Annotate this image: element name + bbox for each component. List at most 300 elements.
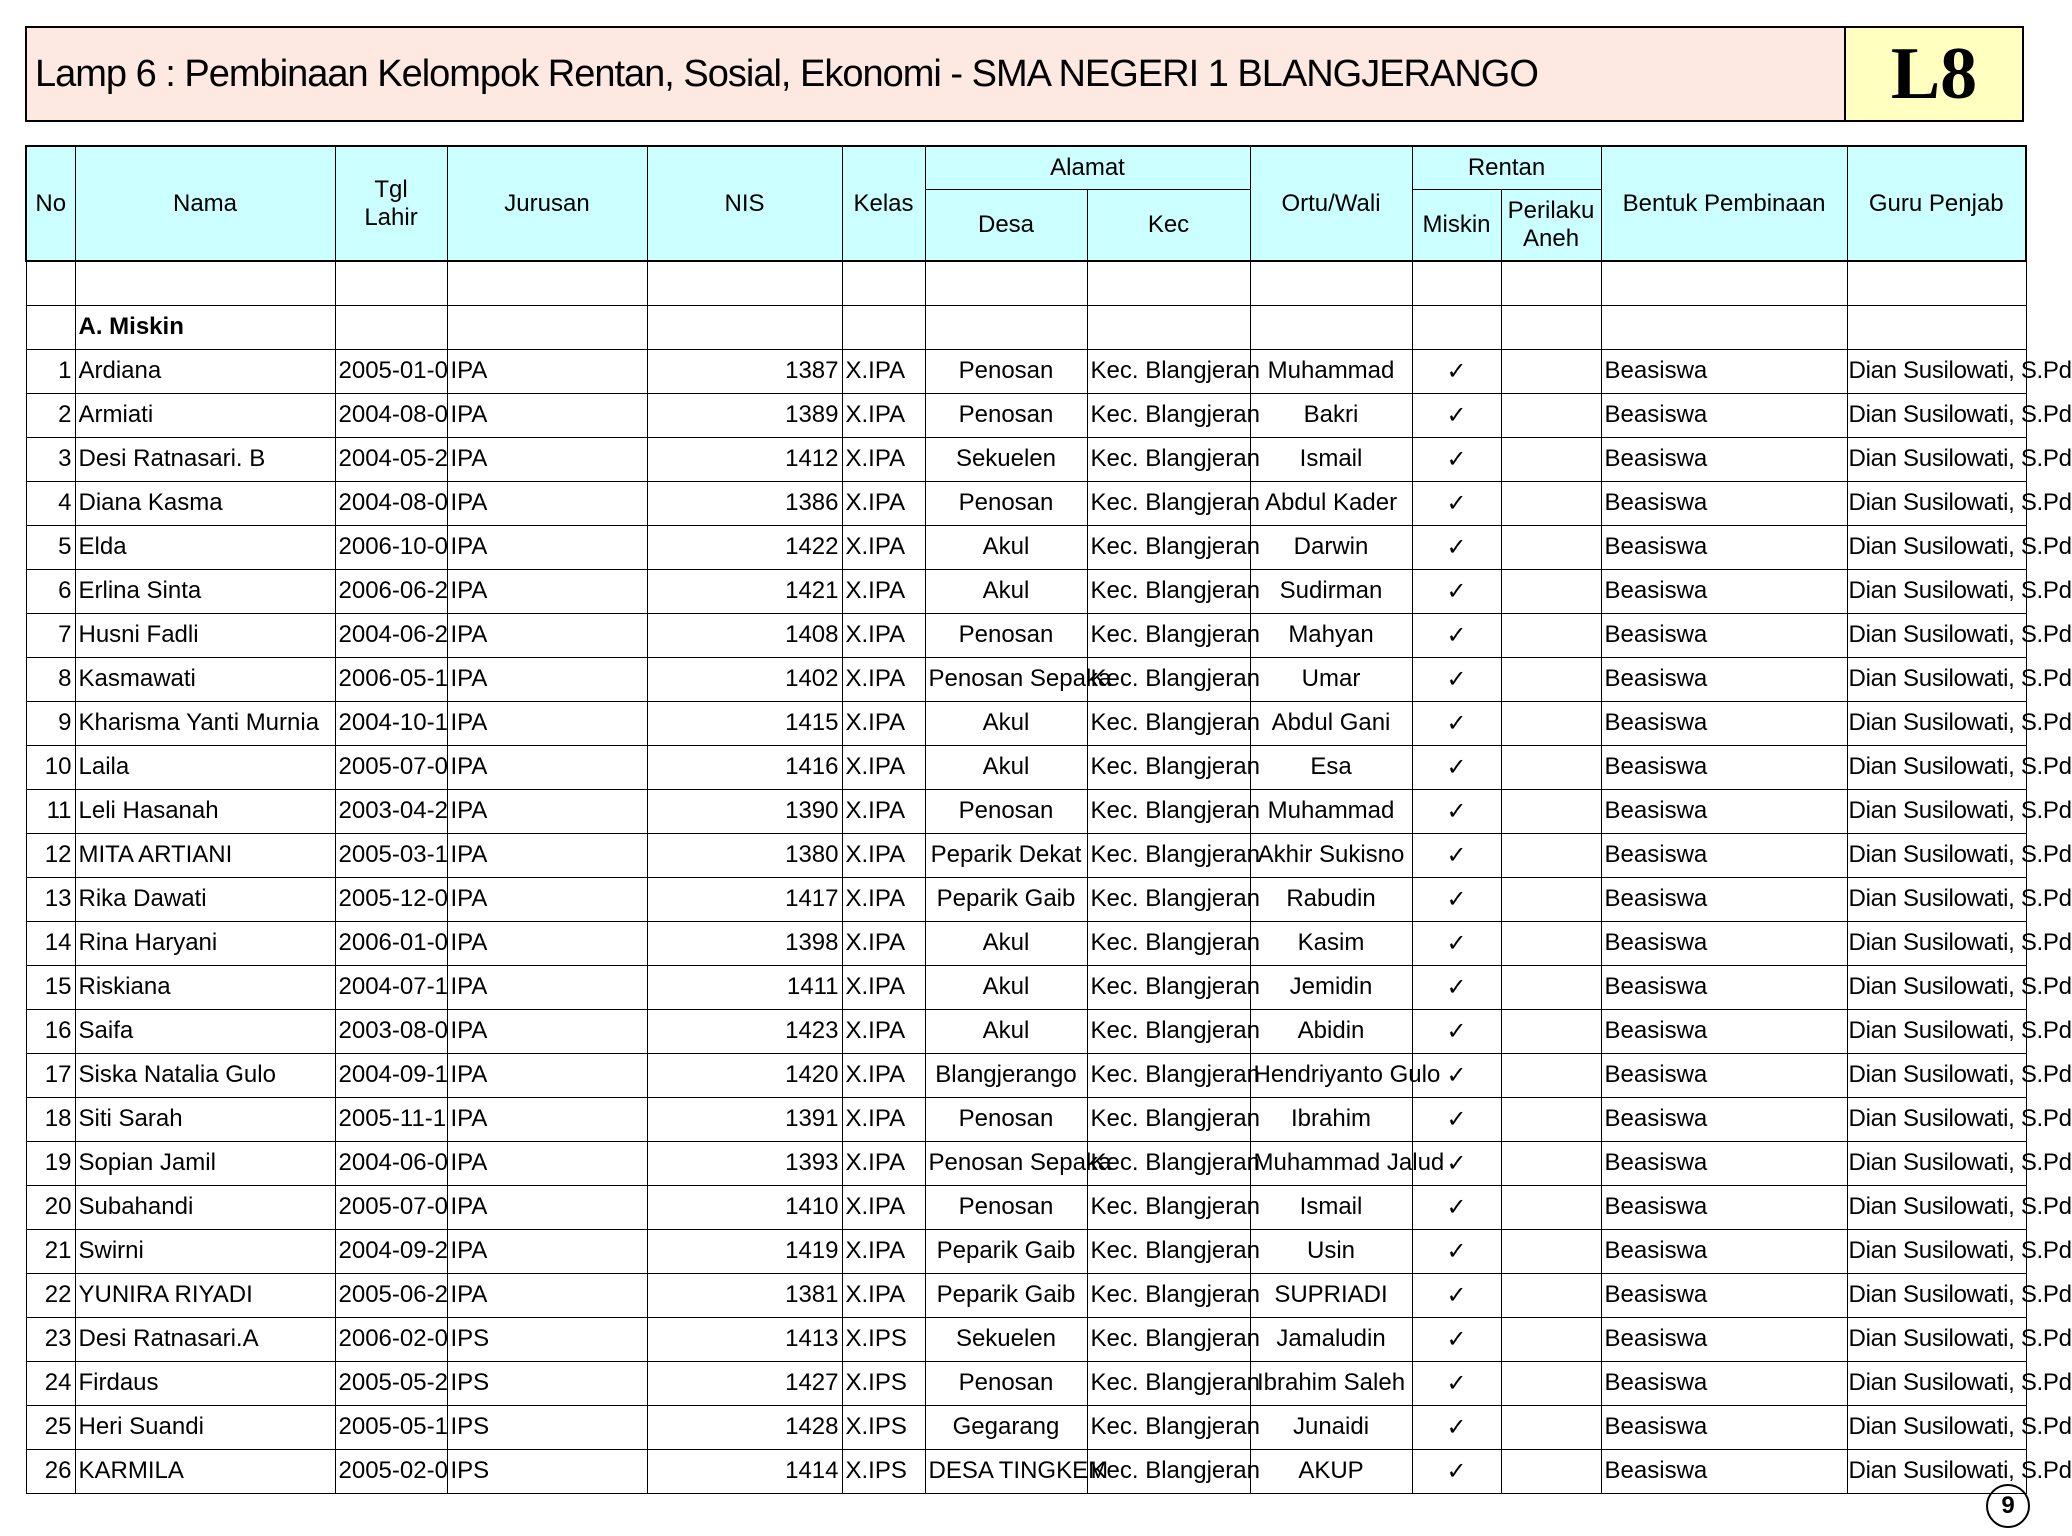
table-row bbox=[26, 965, 2026, 1009]
row-guru-penjab: Dian Susilowati, S.Pd bbox=[1847, 789, 2026, 833]
row-perilaku-aneh bbox=[1501, 1361, 1601, 1405]
row-guru-penjab: Dian Susilowati, S.Pd bbox=[1847, 921, 2026, 965]
row-guru-penjab: Dian Susilowati, S.Pd bbox=[1847, 569, 2026, 613]
table-body bbox=[26, 261, 2072, 1493]
row-nama: Desi Ratnasari. B bbox=[75, 437, 335, 481]
table-row bbox=[26, 789, 2026, 833]
row-ortu-wali: Abdul Kader bbox=[1250, 481, 1412, 525]
row-desa: Peparik Gaib bbox=[925, 1273, 1087, 1317]
row-no: 16 bbox=[26, 1009, 75, 1053]
row-miskin-check: ✓ bbox=[1412, 1053, 1501, 1097]
row-no: 25 bbox=[26, 1405, 75, 1449]
row-jurusan: IPA bbox=[447, 481, 647, 525]
row-tgl-lahir: 2005-05-2 bbox=[335, 1361, 447, 1405]
row-nis: 1411 bbox=[647, 965, 842, 1009]
row-kec: Kec. Blangjeran bbox=[1087, 833, 1250, 877]
row-tgl-lahir: 2004-06-2 bbox=[335, 613, 447, 657]
row-no: 23 bbox=[26, 1317, 75, 1361]
row-miskin-check: ✓ bbox=[1412, 1185, 1501, 1229]
row-miskin-check: ✓ bbox=[1412, 1449, 1501, 1493]
table-row bbox=[26, 1317, 2026, 1361]
row-guru-penjab: Dian Susilowati, S.Pd bbox=[1847, 437, 2026, 481]
row-desa: Akul bbox=[925, 701, 1087, 745]
table-row bbox=[26, 657, 2026, 701]
row-ortu-wali: Muhammad Jalud bbox=[1250, 1141, 1412, 1185]
row-nis: 1417 bbox=[647, 877, 842, 921]
row-kec: Kec. Blangjeran bbox=[1087, 1273, 1250, 1317]
row-perilaku-aneh bbox=[1501, 789, 1601, 833]
table-row bbox=[26, 833, 2026, 877]
row-ortu-wali: Esa bbox=[1250, 745, 1412, 789]
row-kelas: X.IPA bbox=[842, 1273, 925, 1317]
row-ortu-wali: Darwin bbox=[1250, 525, 1412, 569]
table-row bbox=[26, 525, 2026, 569]
row-tgl-lahir: 2003-08-0 bbox=[335, 1009, 447, 1053]
row-miskin-check: ✓ bbox=[1412, 965, 1501, 1009]
row-jurusan: IPA bbox=[447, 877, 647, 921]
row-tgl-lahir: 2006-10-0 bbox=[335, 525, 447, 569]
row-tgl-lahir: 2004-08-0 bbox=[335, 481, 447, 525]
row-kelas: X.IPA bbox=[842, 1229, 925, 1273]
row-kec: Kec. Blangjeran bbox=[1087, 1405, 1250, 1449]
row-jurusan: IPS bbox=[447, 1449, 647, 1493]
row-perilaku-aneh bbox=[1501, 1009, 1601, 1053]
row-ortu-wali: Muhammad bbox=[1250, 789, 1412, 833]
row-nis: 1419 bbox=[647, 1229, 842, 1273]
row-jurusan: IPA bbox=[447, 789, 647, 833]
row-guru-penjab: Dian Susilowati, S.Pd bbox=[1847, 349, 2026, 393]
row-nis: 1391 bbox=[647, 1097, 842, 1141]
row-perilaku-aneh bbox=[1501, 921, 1601, 965]
row-tgl-lahir: 2005-05-1 bbox=[335, 1405, 447, 1449]
row-kelas: X.IPA bbox=[842, 1009, 925, 1053]
row-bentuk-pembinaan: Beasiswa bbox=[1601, 481, 1847, 525]
row-jurusan: IPA bbox=[447, 1053, 647, 1097]
row-nama: Firdaus bbox=[75, 1361, 335, 1405]
row-jurusan: IPA bbox=[447, 701, 647, 745]
row-nama: Kharisma Yanti Murnia bbox=[75, 701, 335, 745]
row-kec: Kec. Blangjeran bbox=[1087, 1053, 1250, 1097]
row-nis: 1387 bbox=[647, 349, 842, 393]
row-jurusan: IPS bbox=[447, 1405, 647, 1449]
row-perilaku-aneh bbox=[1501, 437, 1601, 481]
row-tgl-lahir: 2006-01-0 bbox=[335, 921, 447, 965]
row-bentuk-pembinaan: Beasiswa bbox=[1601, 1361, 1847, 1405]
row-guru-penjab: Dian Susilowati, S.Pd bbox=[1847, 1185, 2026, 1229]
row-perilaku-aneh bbox=[1501, 1097, 1601, 1141]
row-desa: Gegarang bbox=[925, 1405, 1087, 1449]
section-row bbox=[26, 305, 2026, 349]
row-kec: Kec. Blangjeran bbox=[1087, 877, 1250, 921]
row-desa: Akul bbox=[925, 921, 1087, 965]
row-desa: Akul bbox=[925, 965, 1087, 1009]
row-miskin-check: ✓ bbox=[1412, 657, 1501, 701]
row-kelas: X.IPA bbox=[842, 569, 925, 613]
row-perilaku-aneh bbox=[1501, 481, 1601, 525]
row-nis: 1414 bbox=[647, 1449, 842, 1493]
row-desa: Penosan bbox=[925, 613, 1087, 657]
row-jurusan: IPA bbox=[447, 437, 647, 481]
row-kelas: X.IPA bbox=[842, 349, 925, 393]
row-desa: Penosan Sepaka bbox=[925, 1141, 1087, 1185]
row-jurusan: IPA bbox=[447, 1273, 647, 1317]
row-nis: 1412 bbox=[647, 437, 842, 481]
row-guru-penjab: Dian Susilowati, S.Pd bbox=[1847, 1273, 2026, 1317]
table-row bbox=[26, 613, 2026, 657]
row-perilaku-aneh bbox=[1501, 613, 1601, 657]
row-desa: Penosan bbox=[925, 349, 1087, 393]
title-band bbox=[25, 26, 2024, 122]
student-table bbox=[25, 145, 2072, 1494]
row-guru-penjab: Dian Susilowati, S.Pd bbox=[1847, 657, 2026, 701]
table-row bbox=[26, 393, 2026, 437]
row-tgl-lahir: 2004-10-1 bbox=[335, 701, 447, 745]
row-ortu-wali: Ismail bbox=[1250, 1185, 1412, 1229]
row-nama: Riskiana bbox=[75, 965, 335, 1009]
row-perilaku-aneh bbox=[1501, 1185, 1601, 1229]
row-kelas: X.IPS bbox=[842, 1317, 925, 1361]
table-row bbox=[26, 745, 2026, 789]
row-guru-penjab: Dian Susilowati, S.Pd bbox=[1847, 1361, 2026, 1405]
row-ortu-wali: Abdul Gani bbox=[1250, 701, 1412, 745]
row-nis: 1408 bbox=[647, 613, 842, 657]
row-perilaku-aneh bbox=[1501, 1273, 1601, 1317]
row-bentuk-pembinaan: Beasiswa bbox=[1601, 1141, 1847, 1185]
row-ortu-wali: SUPRIADI bbox=[1250, 1273, 1412, 1317]
row-miskin-check: ✓ bbox=[1412, 1405, 1501, 1449]
row-no: 6 bbox=[26, 569, 75, 613]
row-kelas: X.IPA bbox=[842, 701, 925, 745]
row-no: 8 bbox=[26, 657, 75, 701]
row-tgl-lahir: 2004-09-2 bbox=[335, 1229, 447, 1273]
row-tgl-lahir: 2006-06-2 bbox=[335, 569, 447, 613]
row-jurusan: IPA bbox=[447, 1009, 647, 1053]
row-guru-penjab: Dian Susilowati, S.Pd bbox=[1847, 745, 2026, 789]
row-perilaku-aneh bbox=[1501, 965, 1601, 1009]
table-row bbox=[26, 1405, 2026, 1449]
row-bentuk-pembinaan: Beasiswa bbox=[1601, 525, 1847, 569]
row-desa: Penosan bbox=[925, 1361, 1087, 1405]
row-nama: Subahandi bbox=[75, 1185, 335, 1229]
row-nama: Siska Natalia Gulo bbox=[75, 1053, 335, 1097]
row-miskin-check: ✓ bbox=[1412, 701, 1501, 745]
row-desa: Akul bbox=[925, 1009, 1087, 1053]
table-row bbox=[26, 437, 2026, 481]
row-perilaku-aneh bbox=[1501, 393, 1601, 437]
row-ortu-wali: Kasim bbox=[1250, 921, 1412, 965]
row-tgl-lahir: 2005-06-2 bbox=[335, 1273, 447, 1317]
row-bentuk-pembinaan: Beasiswa bbox=[1601, 657, 1847, 701]
row-guru-penjab: Dian Susilowati, S.Pd bbox=[1847, 833, 2026, 877]
row-perilaku-aneh bbox=[1501, 569, 1601, 613]
row-nis: 1423 bbox=[647, 1009, 842, 1053]
row-ortu-wali: AKUP bbox=[1250, 1449, 1412, 1493]
row-kec: Kec. Blangjeran bbox=[1087, 1097, 1250, 1141]
row-perilaku-aneh bbox=[1501, 1405, 1601, 1449]
row-no: 9 bbox=[26, 701, 75, 745]
row-bentuk-pembinaan: Beasiswa bbox=[1601, 965, 1847, 1009]
row-no: 26 bbox=[26, 1449, 75, 1493]
row-desa: Akul bbox=[925, 569, 1087, 613]
row-nis: 1398 bbox=[647, 921, 842, 965]
row-bentuk-pembinaan: Beasiswa bbox=[1601, 437, 1847, 481]
row-miskin-check: ✓ bbox=[1412, 1141, 1501, 1185]
row-ortu-wali: Ismail bbox=[1250, 437, 1412, 481]
row-guru-penjab: Dian Susilowati, S.Pd bbox=[1847, 525, 2026, 569]
row-bentuk-pembinaan: Beasiswa bbox=[1601, 921, 1847, 965]
row-kec: Kec. Blangjeran bbox=[1087, 1185, 1250, 1229]
row-miskin-check: ✓ bbox=[1412, 481, 1501, 525]
header-tgl-lahir: Tgl Lahir bbox=[335, 146, 447, 261]
row-kec: Kec. Blangjeran bbox=[1087, 921, 1250, 965]
row-no: 7 bbox=[26, 613, 75, 657]
row-kelas: X.IPA bbox=[842, 437, 925, 481]
row-perilaku-aneh bbox=[1501, 349, 1601, 393]
row-miskin-check: ✓ bbox=[1412, 877, 1501, 921]
row-no: 14 bbox=[26, 921, 75, 965]
table-row bbox=[26, 1141, 2026, 1185]
row-kec: Kec. Blangjeran bbox=[1087, 393, 1250, 437]
row-guru-penjab: Dian Susilowati, S.Pd bbox=[1847, 393, 2026, 437]
row-nama: Ardiana bbox=[75, 349, 335, 393]
row-jurusan: IPA bbox=[447, 393, 647, 437]
row-no: 20 bbox=[26, 1185, 75, 1229]
row-tgl-lahir: 2006-05-1 bbox=[335, 657, 447, 701]
header-no: No bbox=[26, 146, 75, 261]
row-no: 13 bbox=[26, 877, 75, 921]
row-kec: Kec. Blangjeran bbox=[1087, 1229, 1250, 1273]
row-desa: Peparik Gaib bbox=[925, 877, 1087, 921]
row-desa: Sekuelen bbox=[925, 1317, 1087, 1361]
row-guru-penjab: Dian Susilowati, S.Pd bbox=[1847, 1009, 2026, 1053]
row-kec: Kec. Blangjeran bbox=[1087, 657, 1250, 701]
row-nama: Saifa bbox=[75, 1009, 335, 1053]
row-bentuk-pembinaan: Beasiswa bbox=[1601, 1053, 1847, 1097]
row-tgl-lahir: 2005-07-0 bbox=[335, 745, 447, 789]
page-title: Lamp 6 : Pembinaan Kelompok Rentan, Sosial, Ekonomi - SMA NEGERI 1 BLANGJERANGO bbox=[27, 28, 1846, 120]
header-bentuk-pembinaan: Bentuk Pembinaan bbox=[1601, 146, 1847, 261]
header-ortu-wali: Ortu/Wali bbox=[1250, 146, 1412, 261]
row-no: 10 bbox=[26, 745, 75, 789]
header-desa: Desa bbox=[925, 190, 1087, 262]
row-no: 22 bbox=[26, 1273, 75, 1317]
row-guru-penjab: Dian Susilowati, S.Pd bbox=[1847, 481, 2026, 525]
row-miskin-check: ✓ bbox=[1412, 789, 1501, 833]
row-bentuk-pembinaan: Beasiswa bbox=[1601, 1097, 1847, 1141]
row-nis: 1421 bbox=[647, 569, 842, 613]
row-nis: 1386 bbox=[647, 481, 842, 525]
section-label: A. Miskin bbox=[75, 305, 335, 349]
row-kelas: X.IPA bbox=[842, 745, 925, 789]
row-kelas: X.IPA bbox=[842, 877, 925, 921]
row-bentuk-pembinaan: Beasiswa bbox=[1601, 701, 1847, 745]
row-no: 21 bbox=[26, 1229, 75, 1273]
row-bentuk-pembinaan: Beasiswa bbox=[1601, 1449, 1847, 1493]
row-guru-penjab: Dian Susilowati, S.Pd bbox=[1847, 1097, 2026, 1141]
row-kelas: X.IPA bbox=[842, 1141, 925, 1185]
row-kelas: X.IPA bbox=[842, 657, 925, 701]
row-nama: Rina Haryani bbox=[75, 921, 335, 965]
row-kec: Kec. Blangjeran bbox=[1087, 1361, 1250, 1405]
row-nis: 1402 bbox=[647, 657, 842, 701]
row-tgl-lahir: 2004-05-2 bbox=[335, 437, 447, 481]
row-ortu-wali: Usin bbox=[1250, 1229, 1412, 1273]
row-bentuk-pembinaan: Beasiswa bbox=[1601, 349, 1847, 393]
row-nama: KARMILA bbox=[75, 1449, 335, 1493]
row-no: 1 bbox=[26, 349, 75, 393]
row-bentuk-pembinaan: Beasiswa bbox=[1601, 745, 1847, 789]
row-bentuk-pembinaan: Beasiswa bbox=[1601, 1009, 1847, 1053]
row-nis: 1390 bbox=[647, 789, 842, 833]
row-jurusan: IPA bbox=[447, 657, 647, 701]
row-bentuk-pembinaan: Beasiswa bbox=[1601, 877, 1847, 921]
row-nama: Kasmawati bbox=[75, 657, 335, 701]
table-row bbox=[26, 1053, 2026, 1097]
row-jurusan: IPA bbox=[447, 569, 647, 613]
row-nama: Swirni bbox=[75, 1229, 335, 1273]
row-desa: Blangjerango bbox=[925, 1053, 1087, 1097]
row-jurusan: IPS bbox=[447, 1361, 647, 1405]
row-kec: Kec. Blangjeran bbox=[1087, 701, 1250, 745]
row-desa: Penosan bbox=[925, 789, 1087, 833]
row-no: 2 bbox=[26, 393, 75, 437]
row-desa: Sekuelen bbox=[925, 437, 1087, 481]
row-jurusan: IPA bbox=[447, 833, 647, 877]
row-nama: Siti Sarah bbox=[75, 1097, 335, 1141]
table-row bbox=[26, 1009, 2026, 1053]
table-row bbox=[26, 1273, 2026, 1317]
row-nama: Armiati bbox=[75, 393, 335, 437]
row-no: 17 bbox=[26, 1053, 75, 1097]
row-jurusan: IPA bbox=[447, 613, 647, 657]
row-kelas: X.IPS bbox=[842, 1405, 925, 1449]
row-no: 12 bbox=[26, 833, 75, 877]
row-ortu-wali: Junaidi bbox=[1250, 1405, 1412, 1449]
row-ortu-wali: Bakri bbox=[1250, 393, 1412, 437]
row-no: 15 bbox=[26, 965, 75, 1009]
row-kec: Kec. Blangjeran bbox=[1087, 965, 1250, 1009]
row-kelas: X.IPA bbox=[842, 833, 925, 877]
row-kelas: X.IPA bbox=[842, 1097, 925, 1141]
row-ortu-wali: Hendriyanto Gulo bbox=[1250, 1053, 1412, 1097]
row-nama: Diana Kasma bbox=[75, 481, 335, 525]
row-miskin-check: ✓ bbox=[1412, 1097, 1501, 1141]
row-bentuk-pembinaan: Beasiswa bbox=[1601, 789, 1847, 833]
row-bentuk-pembinaan: Beasiswa bbox=[1601, 1317, 1847, 1361]
row-nis: 1380 bbox=[647, 833, 842, 877]
row-perilaku-aneh bbox=[1501, 701, 1601, 745]
row-bentuk-pembinaan: Beasiswa bbox=[1601, 1405, 1847, 1449]
row-kelas: X.IPS bbox=[842, 1449, 925, 1493]
header-nis: NIS bbox=[647, 146, 842, 261]
row-nama: MITA ARTIANI bbox=[75, 833, 335, 877]
row-kelas: X.IPA bbox=[842, 525, 925, 569]
row-no: 4 bbox=[26, 481, 75, 525]
row-miskin-check: ✓ bbox=[1412, 393, 1501, 437]
table-row bbox=[26, 877, 2026, 921]
row-guru-penjab: Dian Susilowati, S.Pd bbox=[1847, 1141, 2026, 1185]
row-kec: Kec. Blangjeran bbox=[1087, 1317, 1250, 1361]
row-kec: Kec. Blangjeran bbox=[1087, 613, 1250, 657]
row-kec: Kec. Blangjeran bbox=[1087, 481, 1250, 525]
row-guru-penjab: Dian Susilowati, S.Pd bbox=[1847, 1317, 2026, 1361]
header-rentan: Rentan bbox=[1412, 146, 1601, 190]
row-ortu-wali: Umar bbox=[1250, 657, 1412, 701]
row-tgl-lahir: 2003-04-2 bbox=[335, 789, 447, 833]
row-guru-penjab: Dian Susilowati, S.Pd bbox=[1847, 1449, 2026, 1493]
row-kelas: X.IPS bbox=[842, 1361, 925, 1405]
row-miskin-check: ✓ bbox=[1412, 745, 1501, 789]
row-jurusan: IPA bbox=[447, 525, 647, 569]
row-no: 11 bbox=[26, 789, 75, 833]
table-row bbox=[26, 1229, 2026, 1273]
row-perilaku-aneh bbox=[1501, 1317, 1601, 1361]
row-nis: 1427 bbox=[647, 1361, 842, 1405]
row-guru-penjab: Dian Susilowati, S.Pd bbox=[1847, 613, 2026, 657]
row-nama: Heri Suandi bbox=[75, 1405, 335, 1449]
row-kec: Kec. Blangjeran bbox=[1087, 745, 1250, 789]
row-nama: YUNIRA RIYADI bbox=[75, 1273, 335, 1317]
row-miskin-check: ✓ bbox=[1412, 921, 1501, 965]
row-tgl-lahir: 2005-01-0 bbox=[335, 349, 447, 393]
row-ortu-wali: Jemidin bbox=[1250, 965, 1412, 1009]
row-nama: Husni Fadli bbox=[75, 613, 335, 657]
row-tgl-lahir: 2004-07-1 bbox=[335, 965, 447, 1009]
table-row bbox=[26, 1097, 2026, 1141]
row-jurusan: IPA bbox=[447, 745, 647, 789]
row-ortu-wali: Ibrahim bbox=[1250, 1097, 1412, 1141]
row-kec: Kec. Blangjeran bbox=[1087, 789, 1250, 833]
table-row bbox=[26, 1449, 2026, 1493]
row-jurusan: IPA bbox=[447, 349, 647, 393]
table-row bbox=[26, 701, 2026, 745]
row-kec: Kec. Blangjeran bbox=[1087, 1141, 1250, 1185]
row-tgl-lahir: 2004-09-1 bbox=[335, 1053, 447, 1097]
row-nis: 1415 bbox=[647, 701, 842, 745]
row-nama: Sopian Jamil bbox=[75, 1141, 335, 1185]
row-guru-penjab: Dian Susilowati, S.Pd bbox=[1847, 701, 2026, 745]
row-nama: Laila bbox=[75, 745, 335, 789]
row-guru-penjab: Dian Susilowati, S.Pd bbox=[1847, 1229, 2026, 1273]
row-kec: Kec. Blangjeran bbox=[1087, 1009, 1250, 1053]
row-kelas: X.IPA bbox=[842, 1053, 925, 1097]
row-desa: Penosan bbox=[925, 393, 1087, 437]
row-bentuk-pembinaan: Beasiswa bbox=[1601, 1273, 1847, 1317]
row-nis: 1393 bbox=[647, 1141, 842, 1185]
row-bentuk-pembinaan: Beasiswa bbox=[1601, 1185, 1847, 1229]
row-no: 3 bbox=[26, 437, 75, 481]
page-number: 9 bbox=[1986, 1484, 2030, 1528]
table-row bbox=[26, 921, 2026, 965]
row-desa: Peparik Dekat bbox=[925, 833, 1087, 877]
table-row bbox=[26, 1185, 2026, 1229]
row-guru-penjab: Dian Susilowati, S.Pd bbox=[1847, 1405, 2026, 1449]
row-perilaku-aneh bbox=[1501, 1141, 1601, 1185]
table-row bbox=[26, 1361, 2026, 1405]
row-desa: Akul bbox=[925, 745, 1087, 789]
row-bentuk-pembinaan: Beasiswa bbox=[1601, 1229, 1847, 1273]
row-tgl-lahir: 2005-12-0 bbox=[335, 877, 447, 921]
row-ortu-wali: Ibrahim Saleh bbox=[1250, 1361, 1412, 1405]
row-jurusan: IPA bbox=[447, 965, 647, 1009]
row-kec: Kec. Blangjeran bbox=[1087, 1449, 1250, 1493]
row-miskin-check: ✓ bbox=[1412, 1009, 1501, 1053]
row-nis: 1389 bbox=[647, 393, 842, 437]
row-ortu-wali: Abidin bbox=[1250, 1009, 1412, 1053]
row-no: 18 bbox=[26, 1097, 75, 1141]
row-desa: Penosan bbox=[925, 1185, 1087, 1229]
row-miskin-check: ✓ bbox=[1412, 613, 1501, 657]
